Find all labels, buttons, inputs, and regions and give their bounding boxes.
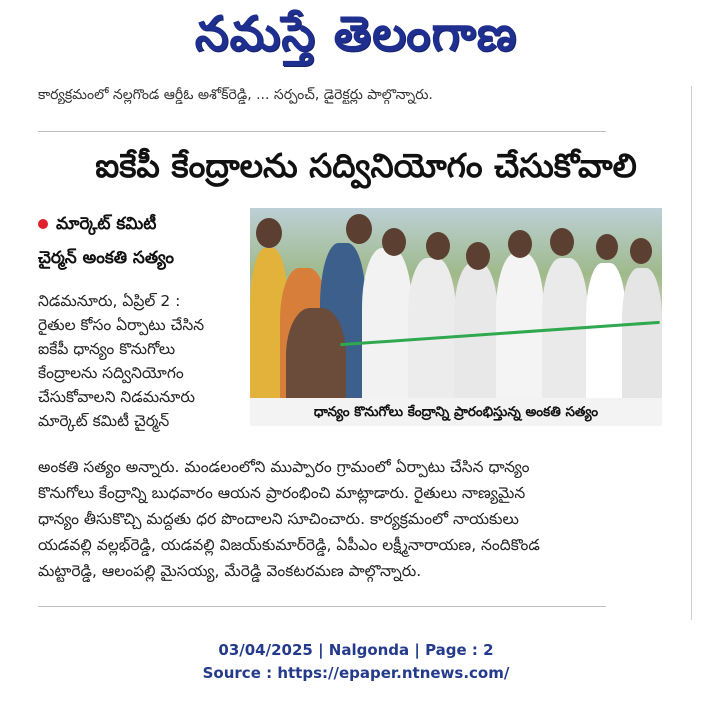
article-headline: ఐకేపీ కేంద్రాలను సద్వినియోగం చేసుకోవాలి [95, 146, 637, 185]
body-line: కొనుగోలు కేంద్రాన్ని బుధవారం ఆయన ప్రారంభించి మాట్లాడారు. రైతులు నాణ్యమైన [38, 484, 526, 502]
subheading-line-2: చైర్మన్ అంకతి సత్యం [38, 248, 175, 268]
body-line: కేంద్రాలను సద్వినియోగం [38, 364, 184, 382]
previous-article-cut-text: కార్యక్రమంలో నల్లగొండ ఆర్డీఓ అశోక్‌రెడ్డి, ... సర్పంచ్, డైరెక్టర్లు పాల్గొన్నారు. [38, 87, 433, 103]
subheading-line-1: మార్కెట్ కమిటీ [38, 214, 156, 238]
top-divider [38, 131, 606, 132]
body-line: చేసుకోవాలని నిడమనూరు [38, 388, 195, 406]
footer-source-line: Source : https://epaper.ntnews.com/ [202, 664, 510, 682]
body-line: ధాన్యం తీసుకొచ్చి మద్దతు ధర పొందాలని సూచించారు. కార్యక్రమంలో నాయకులు [38, 510, 519, 528]
article-photo [250, 208, 662, 398]
body-line: యడవల్లి వల్లభ్‌రెడ్డి, యడవల్లి విజయ్‌కుమార్‌రెడ్డి, ఏపీఎం లక్ష్మీనారాయణ, నందికొండ [38, 536, 540, 554]
bullet-dot-icon [38, 219, 48, 229]
photo-caption: ధాన్యం కొనుగోలు కేంద్రాన్ని ప్రారంభిస్తున్న అంకతి సత్యం [250, 398, 662, 426]
body-line: మార్కెట్ కమిటీ చైర్మన్ [38, 412, 170, 430]
body-line: నిడమనూరు, ఏప్రిల్ 2 : [38, 292, 181, 310]
bottom-divider [38, 606, 606, 607]
body-line: ఐకేపీ ధాన్యం కొనుగోలు [38, 340, 176, 358]
column-rule [691, 86, 692, 620]
body-line: మట్టారెడ్డి, ఆలంపల్లి మైసయ్య, మేరెడ్డి వెంకటరమణ పాల్గొన్నారు. [38, 562, 422, 580]
newspaper-masthead [0, 0, 712, 80]
body-line: రైతుల కోసం ఏర్పాటు చేసిన [38, 316, 205, 334]
article-clipping [16, 86, 696, 620]
masthead-title: నమస్తే తెలంగాణ [194, 6, 518, 62]
body-line: అంకతి సత్యం అన్నారు. మండలంలోని ముప్పారం గ్రామంలో ఏర్పాటు చేసిన ధాన్యం [38, 458, 530, 476]
footer-date-line: 03/04/2025 | Nalgonda | Page : 2 [218, 641, 494, 659]
